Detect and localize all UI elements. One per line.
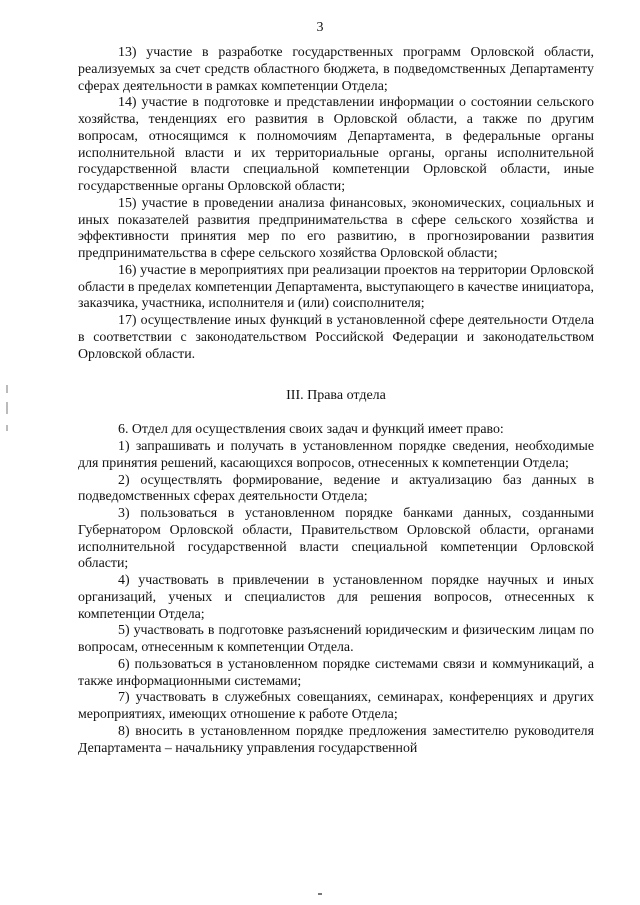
page-number: 3: [316, 20, 324, 35]
scan-artifact-mark: [6, 425, 8, 431]
paragraph-right-6: 6) пользоваться в установленном порядке системами связи и коммуникаций, а также информационными системами;: [78, 656, 594, 689]
paragraph-item-17: 17) осуществление иных функций в установленной сфере деятельности Отдела в соответствии с законодательством Российской Федерации и законодательством Орловской области.: [78, 313, 594, 362]
paragraph-clause-6: 6. Отдел для осуществления своих задач и функций имеет право:: [118, 422, 504, 438]
paragraph-right-5: 5) участвовать в подготовке разъяснений юридическим и физическим лицам по вопросам, отнесенным к компетенции Отдела.: [78, 623, 594, 655]
paragraph-right-8: 8) вносить в установленном порядке предложения заместителю руководителя Департамента – начальнику управления государственной: [78, 723, 594, 756]
paragraph-right-3: 3) пользоваться в установленном порядке банками данных, созданными Губернатором Орловской области, Правительством Орловской области, органами исполнительной государственной власти специальной компетенции Орловской области;: [78, 506, 594, 572]
scan-artifact-mark: [6, 385, 8, 393]
paragraph-right-1: 1) запрашивать и получать в установленном порядке сведения, необходимые для принятия решений, касающихся вопросов, отнесенных к компетенции Отдела;: [78, 439, 594, 471]
paragraph-item-14: 14) участие в подготовке и представлении информации о состоянии сельского хозяйства, тенденциях его развития в Орловской области, а также по другим вопросам, относящимся к полномочиям Департамента, в федеральные органы исполнительной власти и их территориальные органы, органы исполнительной государственной власти специальной компетенции Орловской области, иные государственные органы Орловской области;: [78, 95, 594, 194]
paragraph-item-16: 16) участие в мероприятиях при реализации проектов на территории Орловской области в пределах компетенции Департамента, выступающего в качестве инициатора, заказчика, участника, исполнителя и (или) соисполнителя;: [78, 262, 594, 312]
section-heading: III. Права отдела: [286, 388, 386, 404]
paragraph-right-2: 2) осуществлять формирование, ведение и актуализацию баз данных в подведомственных сферах деятельности Отдела;: [78, 472, 594, 505]
scan-artifact-mark: [6, 402, 8, 414]
document-body: [78, 45, 594, 757]
paragraph-item-15: 15) участие в проведении анализа финансовых, экономических, социальных и иных показателей развития предпринимательства в сфере сельского хозяйства и эффективности принятия мер по его развитию, в прогнозировании развития предпринимательства в сфере сельского хозяйства Орловской области;: [78, 195, 594, 261]
paragraph-item-13: 13) участие в разработке государственных программ Орловской области, реализуемых за счет средств областного бюджета, в подведомственных Департаменту сферах деятельности в рамках компетенции Отдела;: [78, 45, 594, 94]
paragraph-right-4: 4) участвовать в привлечении в установленном порядке научных и иных организаций, ученых и специалистов для решения вопросов, отнесенных к компетенции Отдела;: [78, 573, 594, 622]
scan-artifact-dot: [318, 893, 322, 895]
paragraph-right-7: 7) участвовать в служебных совещаниях, семинарах, конференциях и других мероприятиях, имеющих отношение к работе Отдела;: [78, 690, 594, 722]
